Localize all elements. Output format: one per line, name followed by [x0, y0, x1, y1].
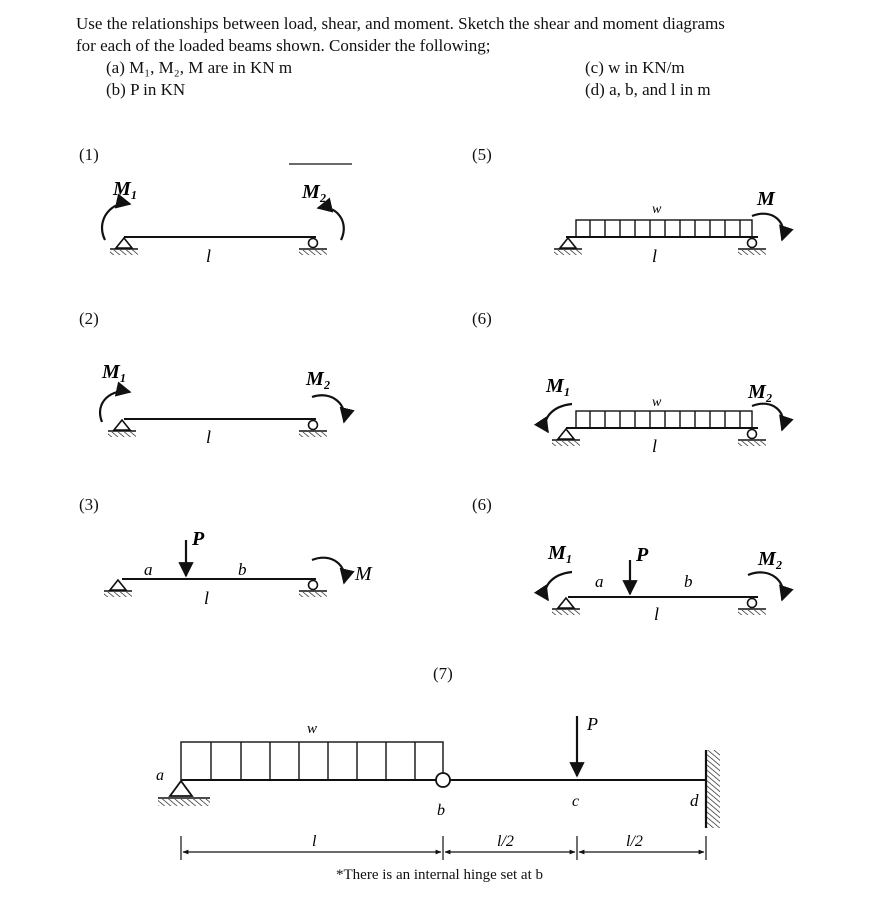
load-label-p-3: P [192, 528, 205, 550]
length-label-5: l [652, 246, 658, 266]
roller-support-5 [738, 239, 766, 256]
unit-d: (d) a, b, and l in m [585, 80, 711, 99]
pin-support-6a [552, 429, 580, 446]
problem-2-label: (2) [79, 309, 99, 328]
length-label-6b: l [654, 604, 660, 624]
moment-label-m2-2: M₂ [306, 368, 331, 390]
dim-label-b-3: b [238, 560, 247, 579]
moment-label-m2-1: M₂ [302, 181, 327, 203]
beam-figure-6b [545, 542, 783, 624]
dim-label-l-7: l [312, 833, 317, 850]
beam-figure-7 [156, 714, 720, 860]
moment-arrow-m1-6b [545, 572, 572, 600]
problem-6b-label: (6) [472, 495, 492, 514]
hinge-note: *There is an internal hinge set at b [336, 867, 544, 883]
moment-label-m1-2: M₁ [102, 361, 127, 383]
moment-arrow-m2-2 [312, 395, 345, 422]
load-label-p-7: P [587, 714, 598, 734]
unit-c: (c) w in KN/m [585, 58, 685, 77]
moment-arrow-m-3 [312, 558, 345, 583]
roller-support-1 [299, 239, 327, 256]
beam-figure-2 [100, 361, 345, 447]
problem-6a-label: (6) [472, 309, 492, 328]
unit-b: (b) P in KN [106, 80, 186, 99]
pin-support-6b [552, 598, 580, 615]
moment-arrow-m2-6a [752, 404, 783, 430]
distributed-load-7 [181, 742, 443, 780]
fixed-support-d [706, 750, 720, 828]
point-label-d-7: d [690, 791, 699, 810]
pin-support-2 [108, 420, 136, 437]
dim-label-a-3: a [144, 560, 153, 579]
distributed-load-6a [576, 411, 752, 428]
pin-support-3 [104, 580, 132, 597]
beam-figure-6a [545, 375, 783, 456]
load-label-p-6b: P [636, 544, 649, 566]
moment-arrow-m1-2 [100, 391, 130, 422]
length-label-6a: l [652, 436, 658, 456]
point-label-b-7: b [437, 802, 445, 819]
moment-label-m2-6b: M₂ [758, 548, 783, 570]
internal-hinge-b [436, 773, 450, 787]
problem-5-label: (5) [472, 145, 492, 164]
problem-3-label: (3) [79, 495, 99, 514]
roller-support-2 [299, 421, 327, 438]
instruction-line-2: for each of the loaded beams shown. Consider the following; [76, 36, 491, 55]
load-label-w-5: w [652, 202, 662, 217]
pin-support-1 [110, 238, 138, 255]
length-label-1: l [206, 246, 212, 266]
point-label-a-7: a [156, 767, 164, 784]
moment-arrow-m2-6b [748, 572, 783, 600]
problem-7-label: (7) [433, 664, 453, 683]
roller-support-6a [738, 430, 766, 447]
instruction-line-1: Use the relationships between load, shear, and moment. Sketch the shear and moment diagrams [76, 14, 725, 33]
moment-label-m1-1: M₁ [113, 178, 138, 200]
point-label-c-7: c [572, 793, 580, 810]
beam-figure-1 [102, 164, 352, 266]
moment-label-m1-6a: M₁ [546, 375, 571, 397]
pin-support-7 [158, 781, 210, 806]
roller-support-3 [299, 581, 327, 598]
pin-support-5 [554, 238, 582, 255]
problem-1-label: (1) [79, 145, 99, 164]
moment-arrow-m2-1 [318, 207, 344, 240]
length-label-3: l [204, 588, 210, 608]
unit-a: (a) M₁, M₂, M are in KN m [106, 58, 293, 77]
load-label-w-7: w [307, 721, 318, 737]
roller-support-6b [738, 599, 766, 616]
dim-label-b-6b: b [684, 572, 693, 591]
beam-figure-3 [104, 528, 373, 608]
moment-label-m2-6a: M₂ [748, 381, 773, 403]
moment-label-m-3: M [355, 563, 372, 585]
dim-label-a-6b: a [595, 572, 604, 591]
dim-label-half-l-1: l/2 [497, 833, 514, 850]
distributed-load-5 [576, 220, 752, 237]
moment-arrow-m1-1 [102, 203, 130, 240]
load-label-w-6a: w [652, 395, 662, 410]
moment-label-m1-6b: M₁ [548, 542, 573, 564]
beam-figure-5 [554, 188, 783, 266]
dim-label-half-l-2: l/2 [626, 833, 643, 850]
moment-label-m-5: M [757, 188, 775, 210]
length-label-2: l [206, 427, 212, 447]
